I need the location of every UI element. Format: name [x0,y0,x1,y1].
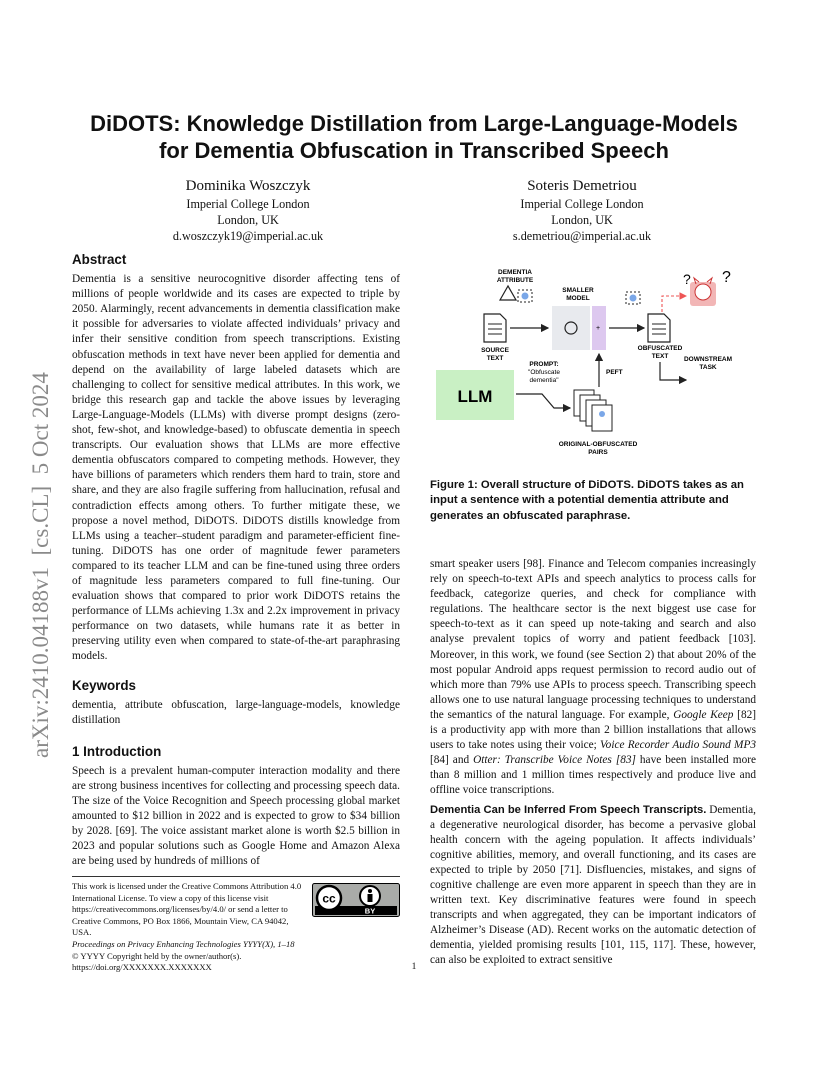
author-email[interactable]: s.demetriou@imperial.ac.uk [512,229,652,243]
paragraph-lead-heading: Dementia Can be Inferred From Speech Transcripts. [430,803,707,816]
keywords-text: dementia, attribute obfuscation, large-language-models, knowledge distillation [72,698,400,726]
label-source-text-1: SOURCE [481,347,509,354]
source-text-document-icon [484,314,506,342]
left-column [72,252,400,870]
label-prompt-3: dementia" [529,377,559,384]
obfuscated-text-document-icon [648,314,670,342]
label-obfuscated-text-1: OBFUSCATED [637,345,683,352]
svg-text:+: + [596,325,601,332]
footnote [72,876,400,974]
introduction-text: Speech is a prevalent human-computer interaction modality and there are strong business incentives for collecting and processing speech data. The size of the Voice Recognition and Speech processing global market amounted to $12 billion in 2022 and is expected to grow to $34 billion by 2028. [69]. The voice assistant market alone is worth $2.5 billion in 2023 and popular solutions such as Google Home and Amazon Alexa are being used by hundreds of millions of [72,764,400,868]
para1-part-a: smart speaker users [98]. Finance and Telecom companies increasingly rely on speech-to-text APIs and speech analytics to process calls for feedback, categorize queries, and check for compliance with regulations. The healthcare sector is the next biggest use case for speech-to-text as it can speed up note-taking and search and also analyse prevalent topics of worry and patient feedback [103]. Moreover, in this work, we found (see Section 2) that about 20% of the most popular Android apps request permission to record audio out of which more than 79% use APIs to process speech. Transcribing speech allows one to use natural language processing techniques to understand the semantics of the natural language. For example, [430,558,756,721]
right-paragraph-2 [430,803,756,969]
document-stack-icon [574,390,612,431]
figure-caption: Figure 1: Overall structure of DiDOTS. DiDOTS takes as an input a sentence with a potential dementia attribute and generates an obfuscated paraphrase. [430,479,744,522]
robot-icon [626,292,640,304]
author-affiliation: Imperial College London [186,197,310,211]
author-affiliation: Imperial College London [520,197,644,211]
label-smaller-model-1: SMALLER [562,287,594,294]
license-text: This work is licensed under the Creative Commons Attribution 4.0 International License. To view a copy of this license visit https://creativecommons.org/licenses/by/4.0/ or send a letter to Creative Commons, PO Box 1866, Mountain View, CA 94042, USA. [72,881,302,938]
right-column [430,557,756,969]
arxiv-stamp [18,258,58,778]
proceedings-text: Proceedings on Privacy Enhancing Technologies YYYY(X), 1–18 [72,938,295,949]
cc-by-badge [312,883,400,917]
label-downstream-task-1: DOWNSTREAM [683,356,733,363]
label-prompt-1: PROMPT: [529,361,559,368]
figure-didots-structure [430,262,756,458]
right-paragraph-1 [430,557,756,799]
label-peft: PEFT [606,369,623,376]
para1-part-c: [84] and [430,754,474,767]
llm-label: LLM [457,387,493,406]
label-prompt-2: "Obfuscate [528,369,560,376]
author-name: Dominika Woszczyk [185,178,311,194]
app-name-voice-recorder: Voice Recorder Audio Sound MP3 [600,739,756,752]
app-name-otter: Otter: Transcribe Voice Notes [83] [473,754,636,767]
cc-icon: cc [322,891,336,906]
label-pairs-2: PAIRS [588,449,608,456]
author-name: Soteris Demetriou [527,178,637,194]
label-pairs-1: ORIGINAL-OBFUSCATED [558,441,638,448]
copyright-text: © YYYY Copyright held by the owner/author(s). [72,950,242,961]
question-mark-1: ? [683,271,691,287]
person-icon [368,889,372,893]
arxiv-stamp-text: arXiv:2410.04188v1 [cs.CL] 5 Oct 2024 [28,372,53,758]
doi-link[interactable]: https://doi.org/XXXXXXX.XXXXXXX [72,962,212,973]
title-line-1: DiDOTS: Knowledge Distillation from Large-Language-Models [90,111,738,136]
title-line-2: for Dementia Obfuscation in Transcribed Speech [159,138,669,163]
para1-part-b: [82] is a productivity app with more than 2 billion installations that allows users to take notes using their voice; [430,708,756,752]
smaller-model-box [552,306,590,350]
author-email[interactable]: d.woszczyk19@imperial.ac.uk [172,229,324,243]
abstract-text: Dementia is a sensitive neurocognitive disorder affecting tens of millions of people worldwide and its cases are expected to triple by 2050. Alarmingly, recent advancements in dementia classification make it possible for adversaries to violate affected individuals’ privacy and infer their sensitive condition from speech transcriptions. Existing obfuscation methods in text have never been applied for dementia and depend on the availability of large labeled datasets which are challenging to collect for sensitive medical attributes. In this work, we bridge this research gap and tackle the above issues by leveraging Large-Language-Models (LLMs) with diverse prompt designs (zero-shot, few-shot, and knowledge-based) to obfuscate dementia in speech transcripts. Our evaluation shows that LLMs are more effective dementia obfuscators compared to competing methods. However, they have billions of parameters which renders them hard to train, store and share, and they are also fragile suffering from hallucination, refusal and contradiction effects among others. To further mitigate these, we propose a novel method, DiDOTS. DiDOTS distills knowledge from LLMs using a teacher–student paradigm and parameter-efficient fine-tuning. DiDOTS has one order of magnitude fewer parameters compared to its teacher LLM and can be fine-tuned using three orders of magnitude less parameters compared to full fine-tuning. Our evaluation shows that compared to prior work DiDOTS retains the performance of LLMs achieving 1.3x and 2.2x improvement in privacy performance on two datasets, while humans rate it as better in preserving utility even when compared to state-of-the-art paraphrasing models. [72,273,400,663]
paper-title [70,110,758,164]
app-name-google-keep: Google Keep [673,708,734,721]
para2-text: Dementia, a degenerative neurological disorder, has become a pervasive global health concern with the ageing population. It affects individuals’ cognitive abilities, memory, and overall functioning, and its cases are expected to triple by 2050 [71]. Disfluencies, mistakes, and signs of cognitive challenge are even more apparent in speech than they are in written text. Key discriminative features were found in speech transcripts and when aggregated, they can be important indicators of Alzheimer’s Disease (AD). Recent works on the automatic detection of dementia, yielded promising results [101, 115, 117]. These, however, can also be exploited to extract sensitive [430,803,756,967]
label-obfuscated-text-2: TEXT [651,353,669,360]
adversary-devil-icon [690,278,716,306]
author-block-2 [452,176,712,244]
keywords-heading: Keywords [72,677,136,693]
abstract-heading: Abstract [72,252,127,267]
author-location: London, UK [217,213,279,227]
label-dementia-attribute-2: ATTRIBUTE [496,277,534,284]
question-mark-2: ? [722,269,731,286]
author-location: London, UK [551,213,613,227]
label-smaller-model-2: MODEL [566,295,590,302]
introduction-heading: 1 Introduction [72,743,162,759]
label-dementia-attribute-1: DEMENTIA [498,269,532,276]
para1-part-d: have been installed more than 8 million and 1 million times respectively and produce live and offline voice transcriptions. [430,754,757,797]
author-block-1 [118,176,378,244]
page-number: 1 [411,962,417,972]
warning-brain-icon [500,286,532,302]
label-downstream-task-2: TASK [699,364,717,371]
by-label: BY [364,906,376,916]
label-source-text-2: TEXT [486,355,504,362]
